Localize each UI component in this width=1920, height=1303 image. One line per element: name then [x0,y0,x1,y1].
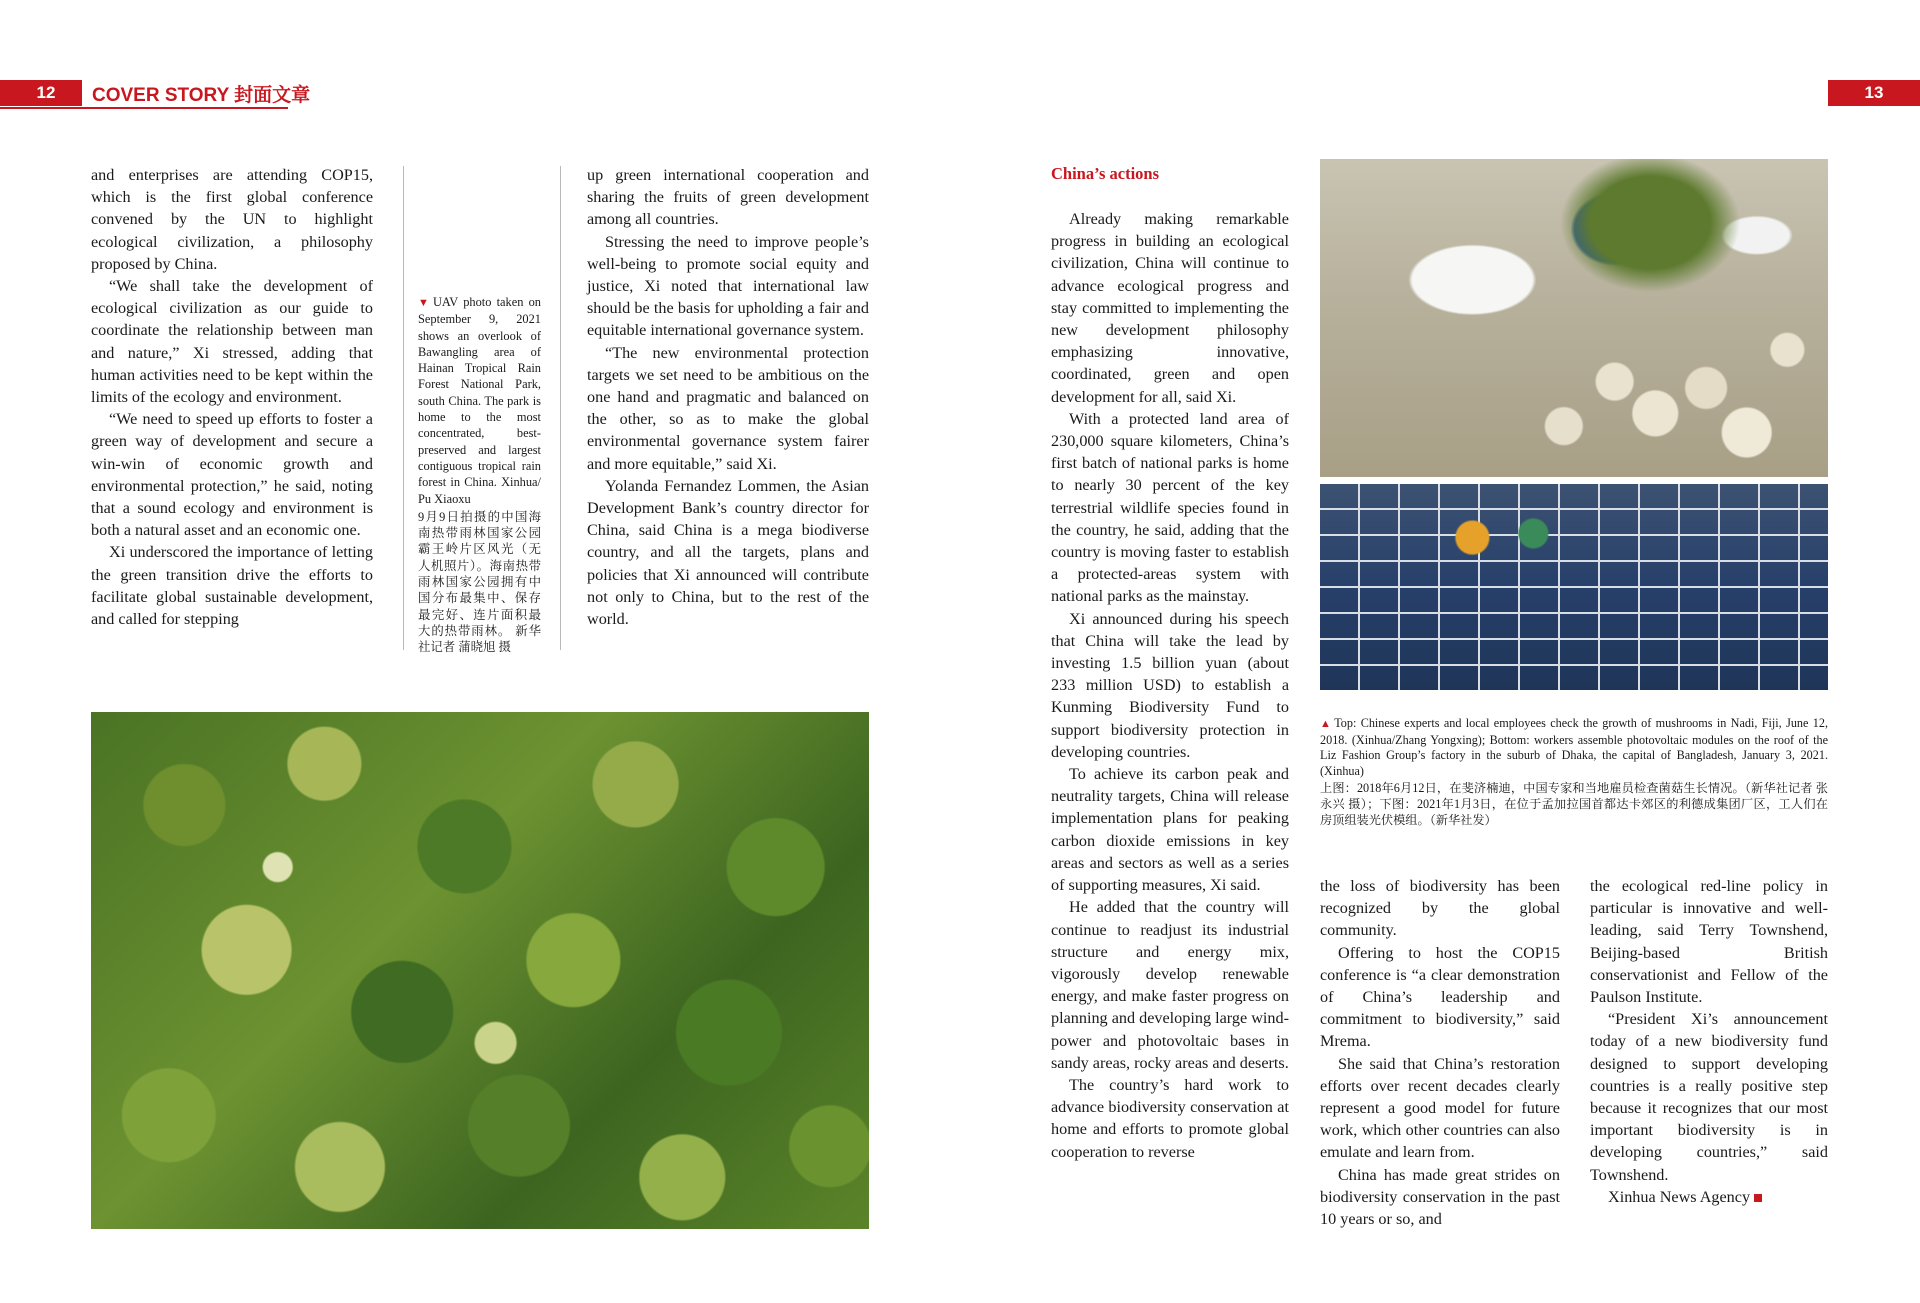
paragraph: “President Xi’s announcement today of a new biodiversity fund designed to support developing countries is a really positive step because it recognizes that our most important biodiversity is in developing countries,” said Townshend. [1590,1010,1828,1184]
paragraph: Xi announced during his speech that China will take the lead by investing 1.5 billion yuan (about 233 million USD) to establish a Kunming Biodiversity Fund to support biodiversity protection in developing countries. [1051,609,1289,761]
caption-chinese: 9月9日拍摄的中国海南热带雨林国家公园霸王岭片区风光（无人机照片）。海南热带雨林国家公园拥有中国分布最集中、保存最完好、连片面积最大的热带雨林。 新华社记者 蒲晓旭 摄 [418,509,541,655]
caption-english: ▲ Top: Chinese experts and local employees check the growth of mushrooms in Nadi, Fiji, June 12, 2018. (Xinhua/Zhang Yongxing); Bottom: workers assemble photovoltaic modules on the roof of the Liz Fashion Group’s factory in the suburb of Dhaka, the capital of Bangladesh, January 3, 2021. (Xinhua) [1320,716,1828,778]
paragraph: up green international cooperation and sharing the fruits of green development among all countries. [587,166,869,229]
paragraph: “We shall take the development of ecological civilization as our guide to coordinate the relationship between man and nature,” Xi stressed, adding that human activities need to be kept within the limits of the ecology and environment. [91,277,373,407]
paragraph: To achieve its carbon peak and neutrality targets, China will release implementation plans for peaking carbon dioxide emissions in key areas and sectors as well as a series of supporting measures, Xi said. [1051,765,1289,895]
solar-panel-photo [1320,484,1828,690]
right-page-number: 13 [1828,80,1920,106]
paragraph: China has made great strides on biodiversity conservation in the past 10 years or so, and [1320,1165,1560,1229]
paragraph: the loss of biodiversity has been recognized by the global community. [1320,877,1560,940]
column-divider [403,166,404,650]
paragraph: and enterprises are attending COP15, which is the first global conference convened by the UN to highlight ecological civilization, a philosophy proposed by China. [91,166,373,273]
section-heading: China’s actions [1051,164,1160,183]
left-page-number: 12 [0,80,82,106]
mushroom-inspection-photo [1320,159,1828,477]
rainforest-aerial-photo [91,712,869,1229]
paragraph: The country’s hard work to advance biodiversity conservation at home and efforts to promote global cooperation to reverse [1051,1075,1289,1161]
left-column-3 [587,164,869,630]
paragraph: “We need to speed up efforts to foster a green way of development and secure a win-win of economic growth and environmental protection,” he said, noting that a sound ecology and environment is both a natural asset and an economic one. [91,410,373,540]
paragraph: Xi underscored the importance of letting the green transition drive the efforts to facilitate global sustainable development, and called for stepping [91,543,373,629]
paragraph: Stressing the need to improve people’s well-being to promote social equity and justice, Xi noted that international law should be the basis for upholding a fair and equitable international governance system. [587,232,869,340]
right-photos-caption [1320,716,1828,828]
section-label: COVER STORY 封面文章 [92,84,311,106]
right-column-1 [1051,208,1289,1163]
left-column-1 [91,164,373,630]
byline: Xinhua News Agency [1590,1186,1828,1208]
right-column-3 [1590,875,1828,1208]
paragraph: He added that the country will continue to readjust its industrial structure and energy mix, vigorously develop renewable energy, and make faster progress on planning and developing large wind-power and photovoltaic bases in sandy areas, rocky areas and deserts. [1051,898,1289,1072]
header-rule [0,107,288,109]
paragraph: Yolanda Fernandez Lommen, the Asian Development Bank’s country director for China, said China is a mega biodiverse country, and all the targets, plans and policies that Xi announced will contribute not only to China, but to the rest of the world. [587,476,869,629]
end-mark-icon [1754,1194,1762,1202]
arrow-up-icon: ▲ [1320,718,1333,730]
caption-english: ▼ UAV photo taken on September 9, 2021 shows an overlook of Bawangling area of Hainan Tropical Rain Forest National Park, south China. The park is home to the most concentrated, best-preserved and largest contiguous tropical rain forest in China. Xinhua/ Pu Xiaoxu [418,295,542,506]
paragraph: the ecological red-line policy in particular is innovative and well-leading, said Terry Townshend, Beijing-based British conservationist and Fellow of the Paulson Institute. [1590,877,1828,1007]
column-divider [560,166,561,650]
paragraph: With a protected land area of 230,000 square kilometers, China’s first batch of national parks is home to nearly 30 percent of the key terrestrial wildlife species found in the country, he said, adding that the country is moving faster to establish a protected-areas system with national parks as the mainstay. [1051,409,1289,606]
left-page-header [0,80,310,106]
paragraph: She said that China’s restoration efforts over recent decades clearly represent a good model for future work, which other countries can also emulate and learn from. [1320,1054,1560,1162]
paragraph: “The new environmental protection targets we set need to be ambitious on the one hand and pragmatic and balanced on the other, so as to make the global environmental governance system fairer and more equitable,” said Xi. [587,343,869,473]
arrow-down-icon: ▼ [418,297,431,309]
right-column-2 [1320,875,1560,1230]
paragraph: Already making remarkable progress in building an ecological civilization, China will continue to advance ecological progress and stay committed to implementing the new development philosophy emphasizing innovative, coordinated, green and open development for all, said Xi. [1051,210,1289,406]
paragraph: Offering to host the COP15 conference is “a clear demonstration of China’s leadership and commitment to biodiversity,” said Mrema. [1320,943,1560,1051]
forest-photo-caption [418,294,541,656]
caption-chinese: 上图：2018年6月12日，在斐济楠迪，中国专家和当地雇员检查菌菇生长情况。（新华社记者 张永兴 摄）；下图：2021年1月3日，在位于孟加拉国首都达卡郊区的利德成集团厂区，工人们在房顶组装光伏模组。（新华社发） [1320,781,1828,827]
